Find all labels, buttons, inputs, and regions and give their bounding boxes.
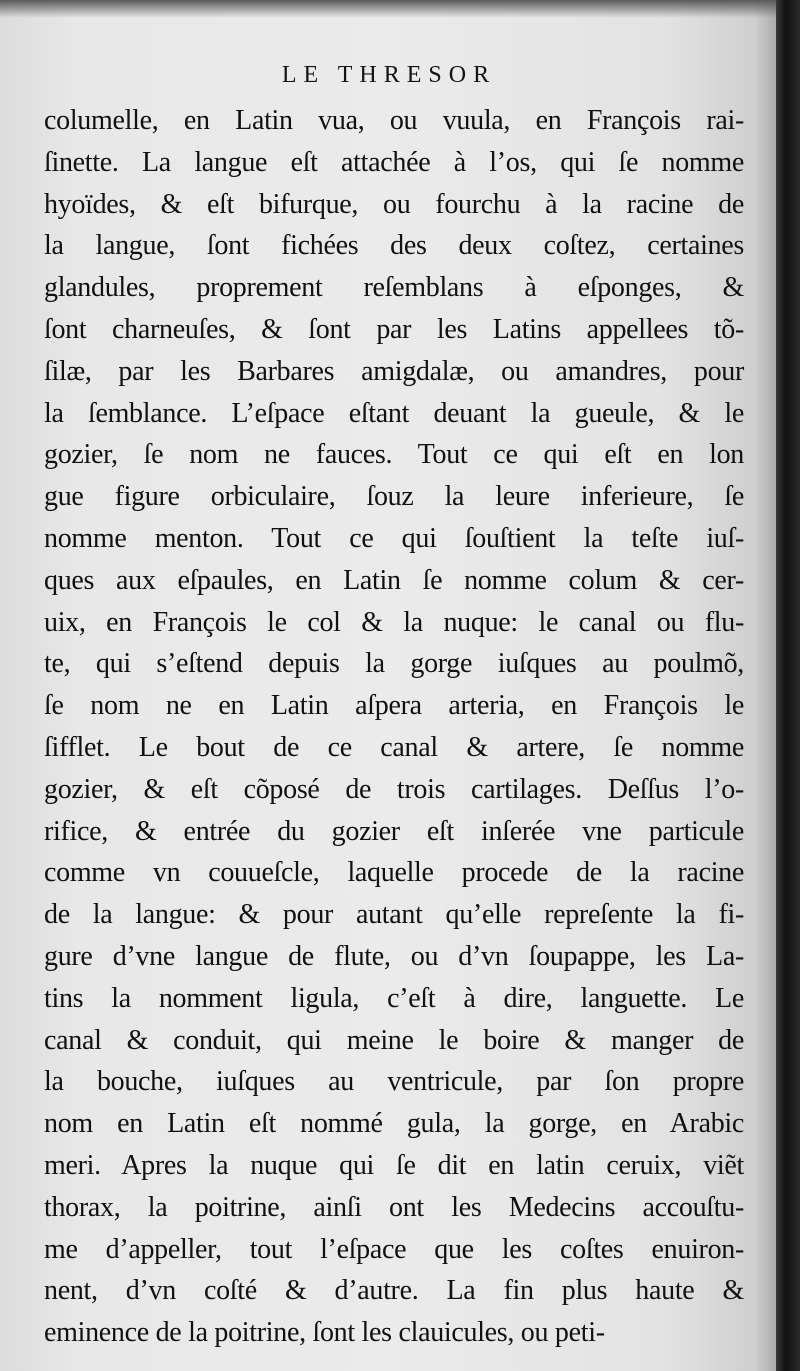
- text-line: ques aux eſpaules, en Latin ſe nomme colum & cer-: [44, 564, 744, 596]
- text-line: de la langue: & pour autant qu’elle repreſente la fi-: [44, 899, 744, 931]
- text-line: tins la nomment ligula, c’eſt à dire, languette. Le: [44, 982, 744, 1014]
- running-head: LE THRESOR: [281, 62, 497, 88]
- text-line: te, qui s’eſtend depuis la gorge iuſques au poulmõ,: [44, 648, 744, 680]
- text-line: la langue, ſont fichées des deux coſtez, certaines: [44, 230, 744, 262]
- text-line: gozier, & eſt cõposé de trois cartilages. Deſſus l’o-: [44, 773, 744, 805]
- text-line: ſifflet. Le bout de ce canal & artere, ſe nomme: [44, 731, 744, 763]
- page-top-shadow: [0, 0, 778, 18]
- text-line: la ſemblance. L’eſpace eſtant deuant la gueule, & le: [44, 397, 744, 429]
- text-line: columelle, en Latin vua, ou vuula, en François rai-: [44, 105, 744, 136]
- text-line: me d’appeller, tout l’eſpace que les coſtes enuiron-: [44, 1233, 744, 1265]
- text-line: ſe nom ne en Latin aſpera arteria, en François le: [44, 690, 744, 722]
- text-line: thorax, la poitrine, ainſi ont les Medecins accouſtu-: [44, 1191, 744, 1223]
- text-line: ſilæ, par les Barbares amigdalæ, ou amandres, pour: [44, 355, 744, 387]
- text-line: gue figure orbiculaire, ſouz la leure inferieure, ſe: [44, 481, 744, 513]
- text-line: glandules, proprement reſemblans à eſponges, &: [44, 272, 744, 304]
- text-line: meri. Apres la nuque qui ſe dit en latin ceruix, viẽt: [44, 1149, 744, 1181]
- text-line: la bouche, iuſques au ventricule, par ſon propre: [44, 1066, 744, 1098]
- page-edge-shadow: [776, 0, 800, 1371]
- text-line: comme vn couueſcle, laquelle procede de la racine: [44, 857, 744, 889]
- text-line: ſinette. La langue eſt attachée à l’os, qui ſe nomme: [44, 146, 744, 178]
- body-text: [44, 100, 744, 1354]
- text-line: nomme menton. Tout ce qui ſouſtient la teſte iuſ-: [44, 522, 744, 554]
- text-line: eminence de la poitrine, ſont les clauicules, ou peti-: [44, 1317, 605, 1349]
- text-line: ſont charneuſes, & ſont par les Latins appellees tõ-: [44, 313, 744, 345]
- text-line: hyoïdes, & eſt bifurque, ou fourchu à la racine de: [44, 188, 744, 220]
- text-line: nom en Latin eſt nommé gula, la gorge, en Arabic: [44, 1108, 744, 1140]
- text-line: nent, d’vn coſté & d’autre. La fin plus haute &: [44, 1275, 744, 1307]
- text-line: uix, en François le col & la nuque: le canal ou flu-: [44, 606, 744, 638]
- text-line: gure d’vne langue de flute, ou d’vn ſoupappe, les La-: [44, 940, 744, 972]
- text-line: canal & conduit, qui meine le boire & manger de: [44, 1024, 744, 1056]
- text-line: gozier, ſe nom ne fauces. Tout ce qui eſt en lon: [44, 439, 744, 471]
- text-line: rifice, & entrée du gozier eſt inſerée vne particule: [44, 815, 744, 847]
